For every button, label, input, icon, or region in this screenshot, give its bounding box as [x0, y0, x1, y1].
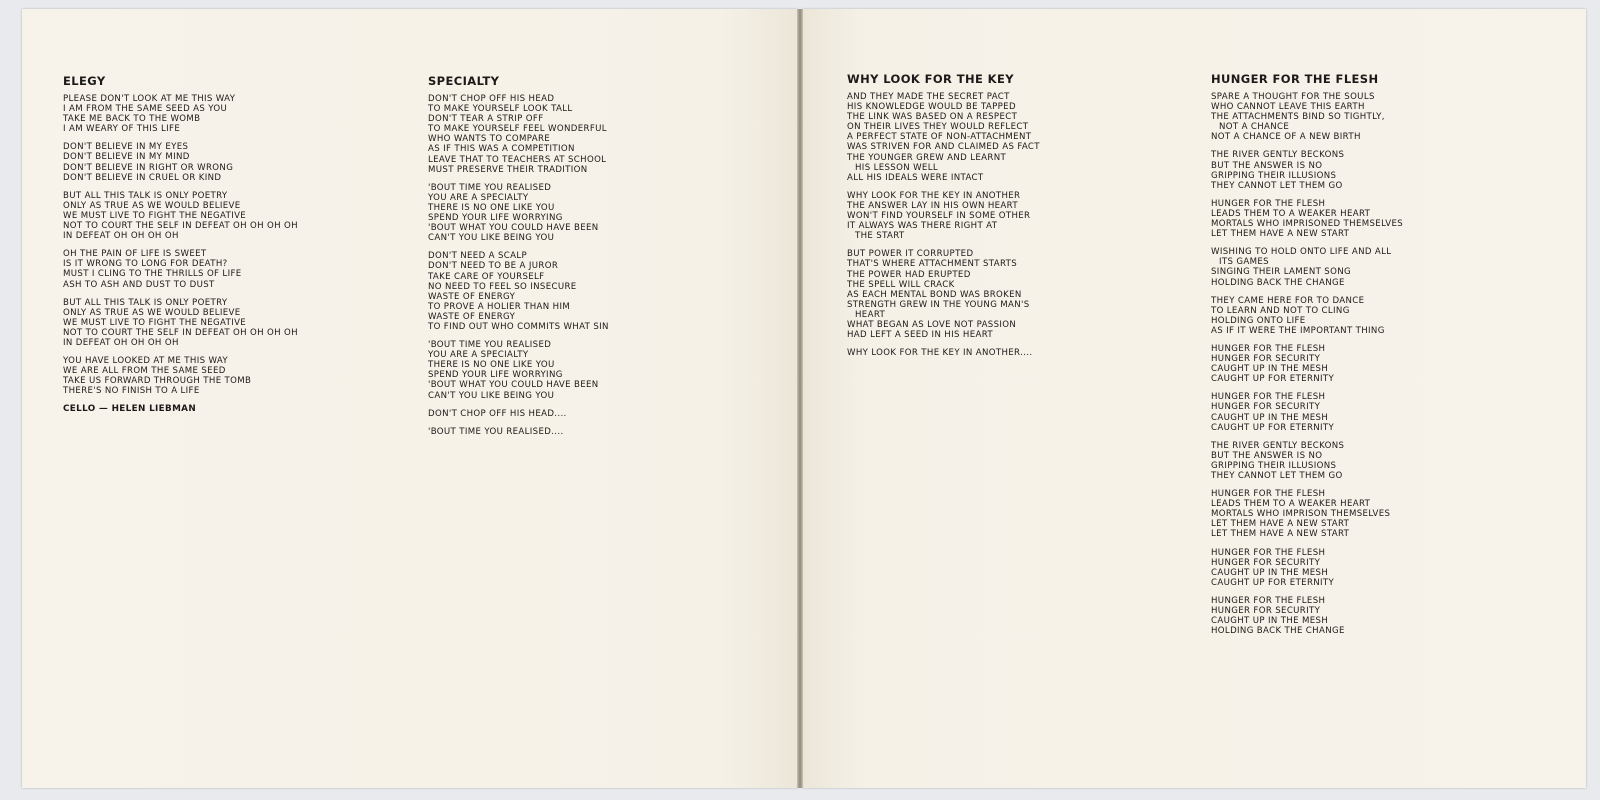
- lyric-line: THERE'S NO FINISH TO A LIFE: [63, 386, 200, 397]
- lyric-line: DON'T CHOP OFF HIS HEAD....: [428, 408, 567, 419]
- lyric-line: CAUGHT UP IN THE MESH: [1211, 364, 1329, 375]
- lyric-line: HUNGER FOR THE FLESH: [1211, 547, 1326, 558]
- lyric-line: 'BOUT WHAT YOU COULD HAVE BEEN: [428, 380, 599, 391]
- lyric-line: CAN'T YOU LIKE BEING YOU: [428, 233, 555, 244]
- lyric-line: YOU ARE A SPECIALTY: [428, 350, 529, 361]
- lyric-line: ITS GAMES: [1219, 257, 1269, 268]
- lyric-line: IN DEFEAT OH OH OH OH: [63, 231, 179, 242]
- song-title: SPECIALTY: [428, 74, 500, 88]
- lyric-stanza: [63, 142, 298, 182]
- lyric-line: WISHING TO HOLD ONTO LIFE AND ALL: [1211, 247, 1392, 258]
- song-why-look-for-the-key: [847, 72, 1040, 366]
- lyric-stanza: [847, 191, 1040, 241]
- lyric-stanza: [1211, 392, 1403, 432]
- lyric-line: BUT POWER IT CORRUPTED: [847, 249, 974, 260]
- lyric-line: HUNGER FOR SECURITY: [1211, 606, 1321, 617]
- lyric-line: HUNGER FOR SECURITY: [1211, 402, 1321, 413]
- lyric-stanza: [428, 94, 609, 175]
- lyric-line: ON THEIR LIVES THEY WOULD REFLECT: [847, 122, 1029, 133]
- lyric-line: AND THEY MADE THE SECRET PACT: [847, 92, 1010, 102]
- lyric-stanza: [1211, 92, 1403, 142]
- lyric-line: HUNGER FOR SECURITY: [1211, 354, 1321, 365]
- lyric-line: GRIPPING THEIR ILLUSIONS: [1211, 460, 1337, 471]
- lyric-stanza: [63, 249, 298, 289]
- lyric-line: MUST PRESERVE THEIR TRADITION: [428, 164, 588, 175]
- lyric-line: HOLDING BACK THE CHANGE: [1211, 626, 1345, 637]
- lyric-line: ONLY AS TRUE AS WE WOULD BELIEVE: [63, 200, 241, 211]
- lyric-line: BUT THE ANSWER IS NO: [1211, 450, 1323, 461]
- lyric-line: IN DEFEAT OH OH OH OH: [63, 337, 179, 348]
- lyric-stanza: [1211, 489, 1403, 539]
- lyric-line: THE YOUNGER GREW AND LEARNT: [847, 152, 1007, 163]
- lyric-line: CAUGHT UP FOR ETERNITY: [1211, 422, 1335, 433]
- lyric-stanza: [847, 348, 1040, 358]
- lyric-stanza: [63, 94, 298, 134]
- lyric-stanza: [847, 92, 1040, 183]
- lyric-stanza: [428, 409, 609, 419]
- lyric-line: 'BOUT TIME YOU REALISED....: [428, 426, 564, 437]
- lyric-line: THE ATTACHMENTS BIND SO TIGHTLY,: [1211, 112, 1385, 123]
- lyric-stanza: [1211, 344, 1403, 384]
- lyric-line: WHAT BEGAN AS LOVE NOT PASSION: [847, 319, 1017, 330]
- lyric-line: HUNGER FOR SECURITY: [1211, 557, 1321, 568]
- lyric-line: DON'T NEED TO BE A JUROR: [428, 261, 559, 272]
- lyric-line: DON'T BELIEVE IN MY MIND: [63, 152, 190, 163]
- lyric-line: 'BOUT WHAT YOU COULD HAVE BEEN: [428, 223, 599, 234]
- lyric-line: CAUGHT UP FOR ETERNITY: [1211, 374, 1335, 385]
- lyric-line: LET THEM HAVE A NEW START: [1211, 519, 1350, 530]
- lyric-line: WE ARE ALL FROM THE SAME SEED: [63, 366, 226, 377]
- lyric-line: WASTE OF ENERGY: [428, 291, 516, 302]
- lyric-line: TAKE CARE OF YOURSELF: [428, 271, 545, 282]
- lyric-line: MORTALS WHO IMPRISON THEMSELVES: [1211, 509, 1391, 520]
- lyric-stanza: [63, 298, 298, 348]
- lyric-line: HUNGER FOR THE FLESH: [1211, 392, 1326, 403]
- lyric-line: STRENGTH GREW IN THE YOUNG MAN'S: [847, 299, 1030, 310]
- lyric-line: CAUGHT UP IN THE MESH: [1211, 616, 1329, 627]
- lyric-stanza: [1211, 296, 1403, 336]
- lyric-line: HUNGER FOR THE FLESH: [1211, 489, 1326, 500]
- lyric-line: WON'T FIND YOURSELF IN SOME OTHER: [847, 211, 1031, 222]
- lyric-line: AS IF THIS WAS A COMPETITION: [428, 144, 575, 155]
- lyric-line: LEAVE THAT TO TEACHERS AT SCHOOL: [428, 154, 607, 165]
- lyric-line: YOU HAVE LOOKED AT ME THIS WAY: [63, 356, 229, 367]
- lyric-line: WAS STRIVEN FOR AND CLAIMED AS FACT: [847, 142, 1040, 153]
- lyric-line: THEY CANNOT LET THEM GO: [1211, 471, 1343, 481]
- lyric-line: LET THEM HAVE A NEW START: [1211, 229, 1350, 240]
- lyric-line: THE START: [855, 231, 905, 242]
- lyric-line: THERE IS NO ONE LIKE YOU: [428, 202, 555, 213]
- lyric-stanza: [428, 183, 609, 244]
- lyric-line: DON'T BELIEVE IN RIGHT OR WRONG: [63, 162, 234, 173]
- lyric-line: IS IT WRONG TO LONG FOR DEATH?: [63, 259, 228, 270]
- lyric-line: HAD LEFT A SEED IN HIS HEART: [847, 330, 993, 341]
- lyric-line: TO LEARN AND NOT TO CLING: [1211, 305, 1350, 316]
- lyric-line: MUST I CLING TO THE THRILLS OF LIFE: [63, 269, 242, 280]
- lyric-line: HOLDING ONTO LIFE: [1211, 315, 1306, 326]
- lyric-line: ALL HIS IDEALS WERE INTACT: [847, 172, 984, 183]
- lyric-line: YOU ARE A SPECIALTY: [428, 192, 529, 203]
- lyric-line: NOT TO COURT THE SELF IN DEFEAT OH OH OH OH: [63, 221, 298, 232]
- lyric-line: HIS LESSON WELL: [855, 162, 938, 173]
- lyric-line: HOLDING BACK THE CHANGE: [1211, 277, 1345, 288]
- lyric-line: THE RIVER GENTLY BECKONS: [1211, 150, 1345, 161]
- lyric-line: WHY LOOK FOR THE KEY IN ANOTHER....: [847, 348, 1033, 359]
- lyric-line: WE MUST LIVE TO FIGHT THE NEGATIVE: [63, 317, 247, 328]
- lyric-line: LEADS THEM TO A WEAKER HEART: [1211, 208, 1371, 219]
- lyric-line: AS IF IT WERE THE IMPORTANT THING: [1211, 325, 1385, 336]
- lyric-line: BUT THE ANSWER IS NO: [1211, 160, 1323, 171]
- lyric-line: GRIPPING THEIR ILLUSIONS: [1211, 170, 1337, 181]
- lyric-stanza: [1211, 199, 1403, 239]
- lyric-line: HUNGER FOR THE FLESH: [1211, 343, 1326, 354]
- lyric-stanza: [428, 427, 609, 437]
- lyric-line: 'BOUT TIME YOU REALISED: [428, 340, 552, 351]
- lyric-line: HIS KNOWLEDGE WOULD BE TAPPED: [847, 102, 1016, 113]
- lyric-line: DON'T TEAR A STRIP OFF: [428, 114, 544, 125]
- lyric-line: DON'T BELIEVE IN CRUEL OR KIND: [63, 172, 222, 183]
- lyric-stanza: [63, 356, 298, 396]
- lyric-stanza: [1211, 596, 1403, 636]
- lyric-line: TO PROVE A HOLIER THAN HIM: [428, 301, 571, 312]
- lyric-line: ONLY AS TRUE AS WE WOULD BELIEVE: [63, 307, 241, 318]
- lyric-line: PLEASE DON'T LOOK AT ME THIS WAY: [63, 94, 236, 104]
- lyric-line: LET THEM HAVE A NEW START: [1211, 529, 1350, 540]
- lyric-line: THE LINK WAS BASED ON A RESPECT: [847, 112, 1018, 123]
- lyric-line: WHO WANTS TO COMPARE: [428, 134, 551, 145]
- lyric-line: TO MAKE YOURSELF LOOK TALL: [428, 104, 573, 115]
- lyric-line: THE SPELL WILL CRACK: [847, 279, 955, 290]
- lyric-line: WE MUST LIVE TO FIGHT THE NEGATIVE: [63, 210, 247, 221]
- lyric-line: NO NEED TO FEEL SO INSECURE: [428, 281, 577, 292]
- lyric-line: WHY LOOK FOR THE KEY IN ANOTHER: [847, 190, 1021, 201]
- lyric-stanza: [847, 249, 1040, 340]
- lyric-line: IT ALWAYS WAS THERE RIGHT AT: [847, 221, 998, 232]
- lyric-line: THEY CANNOT LET THEM GO: [1211, 180, 1343, 191]
- lyric-line: CAUGHT UP IN THE MESH: [1211, 567, 1329, 578]
- lyric-line: I AM FROM THE SAME SEED AS YOU: [63, 104, 228, 115]
- lyric-stanza: [1211, 247, 1403, 287]
- lyric-line: CAUGHT UP FOR ETERNITY: [1211, 577, 1335, 588]
- song-elegy: [63, 74, 298, 414]
- lyric-line: CAUGHT UP IN THE MESH: [1211, 412, 1329, 423]
- lyric-line: BUT ALL THIS TALK IS ONLY POETRY: [63, 190, 228, 201]
- song-specialty: [428, 74, 609, 445]
- lyric-line: HEART: [855, 309, 886, 320]
- lyric-line: SPARE A THOUGHT FOR THE SOULS: [1211, 92, 1375, 102]
- lyric-stanza: [1211, 548, 1403, 588]
- lyric-line: I AM WEARY OF THIS LIFE: [63, 124, 181, 135]
- lyric-line: TO FIND OUT WHO COMMITS WHAT SIN: [428, 321, 609, 332]
- lyric-line: HUNGER FOR THE FLESH: [1211, 595, 1326, 606]
- lyric-line: THAT'S WHERE ATTACHMENT STARTS: [847, 259, 1018, 270]
- lyric-line: NOT A CHANCE OF A NEW BIRTH: [1211, 132, 1361, 143]
- lyric-line: TO MAKE YOURSELF FEEL WONDERFUL: [428, 124, 607, 135]
- lyric-line: A PERFECT STATE OF NON-ATTACHMENT: [847, 132, 1032, 143]
- lyric-line: OH THE PAIN OF LIFE IS SWEET: [63, 249, 207, 260]
- song-title: HUNGER FOR THE FLESH: [1211, 72, 1379, 86]
- lyric-line: LEADS THEM TO A WEAKER HEART: [1211, 499, 1371, 510]
- song-credit: CELLO — HELEN LIEBMAN: [63, 404, 197, 415]
- lyric-line: SPEND YOUR LIFE WORRYING: [428, 213, 563, 224]
- lyric-line: SPEND YOUR LIFE WORRYING: [428, 370, 563, 381]
- lyric-line: TAKE ME BACK TO THE WOMB: [63, 114, 201, 125]
- lyric-line: NOT A CHANCE: [1219, 122, 1290, 133]
- lyric-line: AS EACH MENTAL BOND WAS BROKEN: [847, 289, 1022, 300]
- lyric-line: HUNGER FOR THE FLESH: [1211, 198, 1326, 209]
- lyric-line: BUT ALL THIS TALK IS ONLY POETRY: [63, 297, 228, 308]
- lyric-stanza: [1211, 441, 1403, 481]
- lyric-line: TAKE US FORWARD THROUGH THE TOMB: [63, 376, 252, 387]
- booklet-spine: [797, 9, 803, 788]
- song-title: WHY LOOK FOR THE KEY: [847, 72, 1014, 86]
- song-hunger-for-the-flesh: [1211, 72, 1403, 644]
- lyric-line: THERE IS NO ONE LIKE YOU: [428, 360, 555, 371]
- lyric-line: 'BOUT TIME YOU REALISED: [428, 182, 552, 193]
- lyric-line: THE ANSWER LAY IN HIS OWN HEART: [847, 200, 1018, 211]
- lyric-stanza: [63, 191, 298, 241]
- lyric-line: MORTALS WHO IMPRISONED THEMSELVES: [1211, 219, 1404, 230]
- lyric-stanza: [428, 251, 609, 332]
- lyric-line: DON'T BELIEVE IN MY EYES: [63, 142, 189, 153]
- lyric-line: NOT TO COURT THE SELF IN DEFEAT OH OH OH OH: [63, 327, 298, 338]
- lyric-stanza: [1211, 150, 1403, 190]
- lyric-line: THE RIVER GENTLY BECKONS: [1211, 440, 1345, 451]
- lyric-line: CAN'T YOU LIKE BEING YOU: [428, 390, 555, 401]
- lyric-line: ASH TO ASH AND DUST TO DUST: [63, 279, 215, 290]
- lyric-line: WASTE OF ENERGY: [428, 311, 516, 322]
- lyric-stanza: [428, 340, 609, 401]
- lyric-line: DON'T NEED A SCALP: [428, 251, 528, 262]
- lyric-line: THE POWER HAD ERUPTED: [847, 269, 971, 280]
- lyric-line: WHO CANNOT LEAVE THIS EARTH: [1211, 102, 1365, 113]
- lyric-line: THEY CAME HERE FOR TO DANCE: [1211, 295, 1365, 306]
- lyric-line: DON'T CHOP OFF HIS HEAD: [428, 94, 555, 104]
- song-title: ELEGY: [63, 74, 106, 88]
- lyric-line: SINGING THEIR LAMENT SONG: [1211, 267, 1351, 278]
